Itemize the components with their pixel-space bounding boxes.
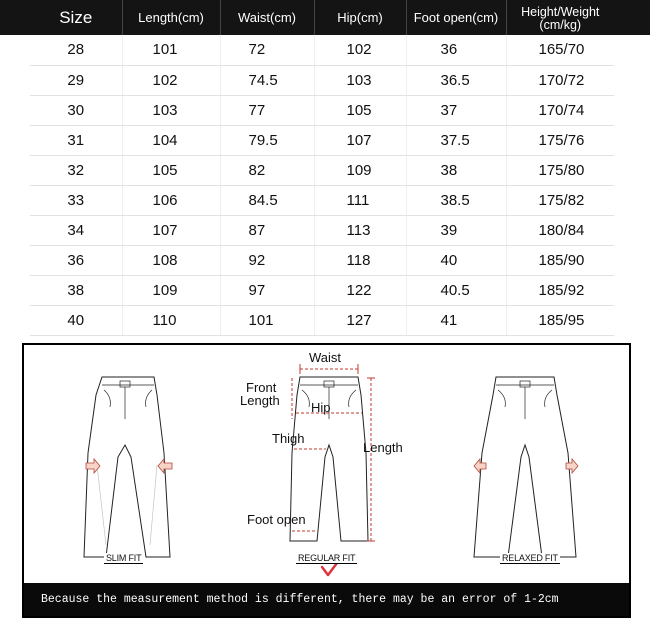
header-length: Length(cm): [122, 0, 220, 35]
table-cell: 82: [220, 155, 314, 185]
table-cell: 111: [314, 185, 406, 215]
table-cell: 109: [314, 155, 406, 185]
measurement-note: Because the measurement method is different, there may be an error of 1-2cm: [24, 583, 629, 616]
table-row: [30, 155, 614, 185]
table-cell: 102: [122, 65, 220, 95]
thigh-annotation: Thigh: [272, 431, 305, 446]
table-cell: 107: [122, 215, 220, 245]
table-cell: 175/76: [506, 125, 614, 155]
table-row: [30, 95, 614, 125]
table-cell: 127: [314, 305, 406, 335]
table-cell: 28: [30, 35, 122, 65]
table-cell: 97: [220, 275, 314, 305]
table-cell: 84.5: [220, 185, 314, 215]
table-row: [30, 275, 614, 305]
table-cell: 77: [220, 95, 314, 125]
relaxed-fit-pants-illustration: [474, 377, 578, 557]
table-row: [30, 185, 614, 215]
table-cell: 108: [122, 245, 220, 275]
table-cell: 40: [406, 245, 506, 275]
table-cell: 36.5: [406, 65, 506, 95]
table-cell: 38: [406, 155, 506, 185]
table-row: [30, 125, 614, 155]
header-bar-right: [614, 0, 650, 35]
table-row: [30, 215, 614, 245]
table-cell: 38.5: [406, 185, 506, 215]
waist-annotation: Waist: [309, 350, 342, 365]
table-cell: 104: [122, 125, 220, 155]
table-cell: 110: [122, 305, 220, 335]
table-cell: 72: [220, 35, 314, 65]
header-bar-left: [0, 0, 30, 35]
table-cell: 103: [314, 65, 406, 95]
table-cell: 29: [30, 65, 122, 95]
table-cell: 106: [122, 185, 220, 215]
regular-fit-label: REGULAR FIT: [298, 553, 356, 563]
table-cell: 34: [30, 215, 122, 245]
table-cell: 74.5: [220, 65, 314, 95]
table-cell: 92: [220, 245, 314, 275]
table-row: [30, 35, 614, 65]
table-cell: 102: [314, 35, 406, 65]
table-cell: 107: [314, 125, 406, 155]
table-cell: 165/70: [506, 35, 614, 65]
table-row: [30, 305, 614, 335]
header-waist: Waist(cm): [220, 0, 314, 35]
table-cell: 33: [30, 185, 122, 215]
table-cell: 109: [122, 275, 220, 305]
table-cell: 103: [122, 95, 220, 125]
table-cell: 39: [406, 215, 506, 245]
table-cell: 40.5: [406, 275, 506, 305]
front-length-annotation-line1: Front: [246, 380, 277, 395]
foot-open-annotation: Foot open: [247, 512, 306, 527]
header-height-weight-label: Height/Weight: [521, 4, 600, 19]
table-cell: 113: [314, 215, 406, 245]
size-chart-table: [30, 0, 614, 336]
hip-annotation: Hip: [311, 400, 331, 415]
table-cell: 185/95: [506, 305, 614, 335]
length-annotation: Length: [363, 440, 403, 455]
header-hip: Hip(cm): [314, 0, 406, 35]
table-row: [30, 245, 614, 275]
table-cell: 41: [406, 305, 506, 335]
relaxed-fit-label: RELAXED FIT: [502, 553, 558, 563]
table-cell: 36: [406, 35, 506, 65]
front-length-annotation-line2: Length: [240, 393, 280, 408]
table-cell: 79.5: [220, 125, 314, 155]
table-cell: 105: [314, 95, 406, 125]
regular-fit-pants-illustration: [290, 364, 375, 575]
table-cell: 122: [314, 275, 406, 305]
table-cell: 31: [30, 125, 122, 155]
table-row: [30, 65, 614, 95]
table-cell: 185/92: [506, 275, 614, 305]
table-cell: 32: [30, 155, 122, 185]
header-size: Size: [30, 0, 122, 35]
table-cell: 37: [406, 95, 506, 125]
table-cell: 37.5: [406, 125, 506, 155]
table-cell: 175/80: [506, 155, 614, 185]
table-cell: 87: [220, 215, 314, 245]
fit-diagram-panel: [22, 343, 631, 618]
table-cell: 101: [220, 305, 314, 335]
header-height-weight: [506, 0, 614, 35]
table-cell: 101: [122, 35, 220, 65]
table-cell: 30: [30, 95, 122, 125]
table-header-row: [30, 0, 614, 35]
table-cell: 175/82: [506, 185, 614, 215]
table-cell: 170/72: [506, 65, 614, 95]
table-cell: 170/74: [506, 95, 614, 125]
table-cell: 105: [122, 155, 220, 185]
slim-fit-pants-illustration: [84, 377, 172, 557]
table-cell: 40: [30, 305, 122, 335]
pants-illustrations: [24, 345, 629, 583]
header-foot-open: Foot open(cm): [406, 0, 506, 35]
table-cell: 118: [314, 245, 406, 275]
slim-fit-label: SLIM FIT: [106, 553, 142, 563]
header-height-weight-unit: (cm/kg): [539, 17, 582, 32]
table-cell: 38: [30, 275, 122, 305]
table-cell: 185/90: [506, 245, 614, 275]
table-cell: 180/84: [506, 215, 614, 245]
table-cell: 36: [30, 245, 122, 275]
